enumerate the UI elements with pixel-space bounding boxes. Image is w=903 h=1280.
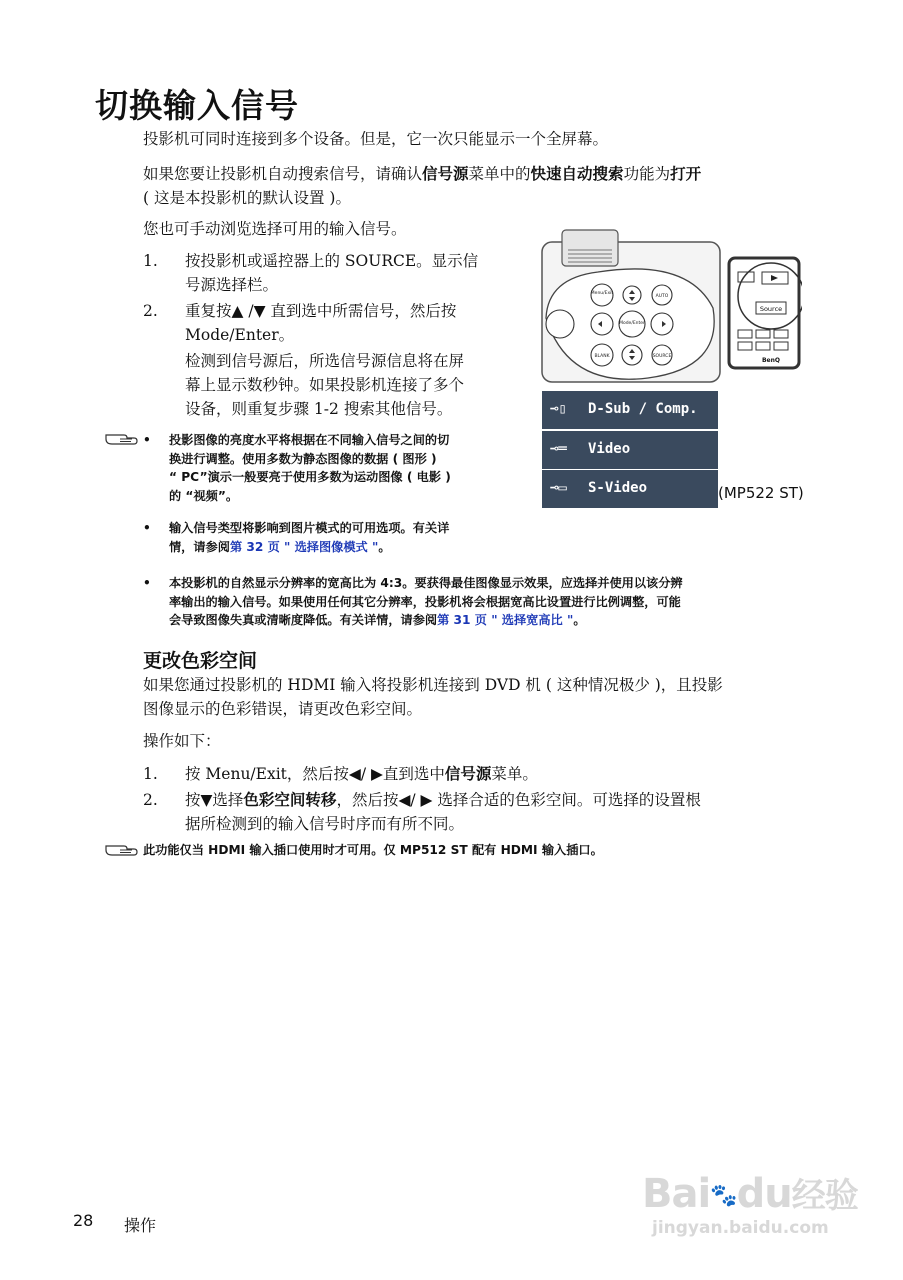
text: 菜单中的 — [468, 165, 531, 183]
note-list — [143, 431, 529, 556]
keypad-label: Mode/Enter — [619, 321, 645, 326]
text: ( 这是本投影机的默认设置 )。 — [143, 189, 351, 207]
menu-name: 信号源 — [444, 765, 492, 783]
step-text: 菜单。 — [491, 765, 538, 783]
note-text: 换进行调整。使用多数为静态图像的数据 ( 图形 ) — [169, 451, 437, 466]
list-item — [143, 762, 823, 786]
source-option-label: Video — [588, 441, 631, 457]
section-title: 更改色彩空间 — [143, 650, 258, 672]
list-item — [143, 249, 523, 297]
paw-icon: 🐾 — [710, 1183, 737, 1209]
note-text: 本投影机的自然显示分辨率的宽高比为 4:3。要获得最佳图像显示效果，应选择并使用以该分辨 — [169, 576, 683, 590]
menu-name: 色彩空间转移 — [243, 791, 337, 809]
baidu-watermark-logo — [642, 1168, 858, 1217]
bullet: • — [143, 433, 151, 447]
menu-name: 打开 — [670, 165, 702, 183]
step-list — [143, 249, 523, 421]
source-option-label: S-Video — [588, 480, 648, 496]
step-list — [143, 762, 823, 836]
note-text: 的 “视频”。 — [169, 488, 239, 503]
note-text: 情，请参阅 — [169, 539, 230, 554]
step-text: 检测到信号源后，所选信号源信息将在屏 — [185, 352, 465, 370]
step-text: 幕上显示数秒钟。如果投影机连接了多个 — [185, 376, 465, 394]
paragraph-line: 如果您通过投影机的 HDMI 输入将投影机连接到 DVD 机 ( 这种情况极少 )，且投影 — [143, 676, 723, 694]
note-hand-icon — [104, 430, 140, 446]
model-label: (MP522 ST) — [718, 484, 804, 502]
list-item — [143, 788, 823, 836]
list-item — [143, 519, 529, 556]
page-title: 切换输入信号 — [95, 86, 299, 125]
source-option-dsub[interactable] — [542, 391, 718, 429]
source-option-label: D-Sub / Comp. — [588, 401, 698, 417]
rca-connector-icon: ⊸═ — [550, 441, 567, 457]
note-text: 会导致图像失真或清晰度降低。有关详情，请参阅 — [169, 613, 438, 627]
color-space-paragraph — [143, 673, 723, 721]
step-text: 据所检测到的输入信号时序而有所不同。 — [185, 815, 465, 833]
intro-paragraph: 投影机可同时连接到多个设备。但是，它一次只能显示一个全屏幕。 — [143, 130, 609, 148]
keypad-label: BLANK — [594, 354, 610, 359]
source-option-video[interactable] — [542, 431, 718, 469]
step-text: 按投影机或遥控器上的 SOURCE。显示信 — [185, 252, 479, 270]
vga-connector-icon: ⊸▯ — [550, 401, 567, 417]
watermark-text: 经验 — [791, 1176, 858, 1216]
keypad-label: SOURCE — [652, 354, 672, 359]
step-text: 重复按▲ /▼ 直到选中所需信号，然后按 — [185, 302, 457, 320]
bullet: • — [143, 576, 151, 590]
page-link[interactable]: 第 31 页 " 选择宽高比 " — [437, 613, 574, 627]
step-text: Mode/Enter。 — [185, 326, 295, 344]
note-text: 投影图像的亮度水平将根据在不同输入信号之间的切 — [169, 433, 450, 447]
menu-name: 快速自动搜索 — [530, 165, 624, 183]
watermark-text: Bai — [642, 1171, 711, 1217]
manual-paragraph: 您也可手动浏览选择可用的输入信号。 — [143, 220, 407, 238]
auto-search-paragraph — [143, 162, 701, 210]
menu-name: 信号源 — [422, 165, 469, 183]
paragraph-line: 图像显示的色彩错误，请更改色彩空间。 — [143, 700, 423, 718]
text: 如果您要让投影机自动搜索信号，请确认 — [143, 165, 423, 183]
step-text: 号源选择栏。 — [185, 276, 279, 294]
note-text: 。 — [573, 613, 586, 627]
note-text: 率输出的输入信号。如果使用任何其它分辨率，投影机将会根据宽高比设置进行比例调整，可能 — [169, 594, 681, 609]
text: 功能为 — [623, 165, 671, 183]
list-item — [143, 299, 523, 421]
bullet: • — [143, 521, 151, 535]
step-text: 按▼选择 — [185, 791, 244, 809]
hdmi-note: 此功能仅当 HDMI 输入插口使用时才可用。仅 MP512 ST 配有 HDMI 输入插口。 — [143, 843, 603, 857]
list-item — [143, 431, 529, 505]
brand-logo: BenQ — [761, 357, 781, 364]
remote-control-illustration — [726, 256, 802, 370]
step-number: 1. — [143, 252, 158, 270]
step-number: 2. — [143, 791, 158, 809]
step-number: 1. — [143, 765, 158, 783]
note-text: 。 — [378, 539, 391, 554]
watermark-url: jingyan.baidu.com — [652, 1218, 829, 1238]
step-text: 设备，则重复步骤 1-2 搜索其他信号。 — [185, 400, 453, 418]
page-link[interactable]: 第 32 页 " 选择图像模式 " — [229, 539, 379, 554]
step-text: 按 Menu/Exit，然后按◀/ ▶直到选中 — [185, 765, 445, 783]
projector-keypad-illustration — [538, 228, 723, 388]
step-text: ，然后按◀/ ▶ 选择合适的色彩空间。可选择的设置根 — [336, 791, 701, 809]
keypad-label: Menu/Exit — [590, 291, 614, 296]
page-number: 28 — [73, 1211, 94, 1230]
source-option-svideo[interactable] — [542, 470, 718, 508]
list-item — [143, 574, 819, 630]
remote-source-label: Source — [759, 305, 783, 313]
note-list — [143, 574, 819, 630]
svideo-connector-icon: ⊸▭ — [550, 480, 567, 496]
section-footer: 操作 — [124, 1216, 157, 1235]
note-text: 输入信号类型将影响到图片模式的可用选项。有关详 — [169, 521, 450, 535]
keypad-label: AUTO — [655, 294, 669, 299]
note-text: “ PC”演示一般要亮于使用多数为运动图像 ( 电影 ) — [169, 470, 451, 484]
watermark-text: du — [736, 1171, 792, 1217]
procedure-intro: 操作如下： — [143, 732, 221, 750]
step-number: 2. — [143, 302, 158, 320]
note-hand-icon — [104, 841, 140, 857]
